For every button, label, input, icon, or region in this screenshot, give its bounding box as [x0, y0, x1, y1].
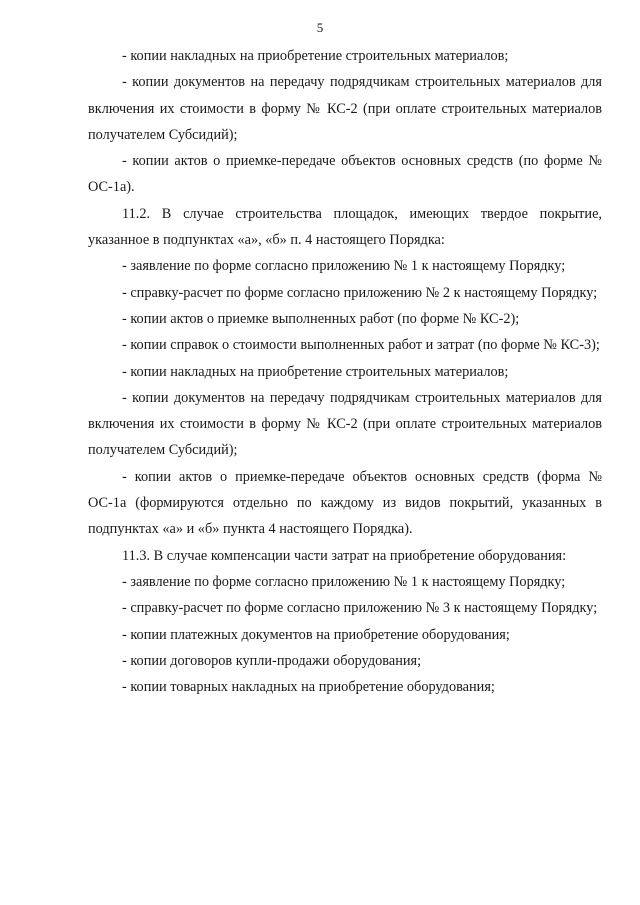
page-number: 5: [316, 20, 324, 35]
paragraph: - копии товарных накладных на приобретение оборудования;: [122, 679, 495, 696]
document-body: [88, 43, 602, 700]
paragraph: - копии накладных на приобретение строительных материалов;: [122, 363, 509, 380]
paragraph: - копии справок о стоимости выполненных работ и затрат (по форме № КС-3);: [122, 337, 600, 354]
paragraph: - копии платежных документов на приобретение оборудования;: [122, 626, 510, 643]
paragraph: - заявление по форме согласно приложению № 1 к настоящему Порядку;: [122, 573, 566, 590]
paragraph: - копии накладных на приобретение строительных материалов;: [122, 48, 509, 64]
paragraph: - копии актов о приемке-передаче объектов основных средств (по форме № ОС-1а).: [88, 153, 602, 196]
paragraph: - копии договоров купли-продажи оборудования;: [122, 652, 422, 669]
paragraph: - справку-расчет по форме согласно приложению № 2 к настоящему Порядку;: [122, 284, 598, 301]
paragraph: - копии актов о приемке выполненных работ (по форме № КС-2);: [122, 310, 520, 327]
paragraph: - справку-расчет по форме согласно приложению № 3 к настоящему Порядку;: [122, 600, 598, 617]
paragraph: - копии документов на передачу подрядчикам строительных материалов для включения их стоимости в форму № КС-2 (при оплате строительных материалов получателем Субсидий);: [88, 74, 602, 143]
paragraph: - заявление по форме согласно приложению № 1 к настоящему Порядку;: [122, 258, 566, 275]
paragraph: - копии документов на передачу подрядчикам строительных материалов для включения их стоимости в форму № КС-2 (при оплате строительных материалов получателем Субсидий);: [88, 389, 602, 459]
paragraph: - копии актов о приемке-передаче объектов основных средств (форма № ОС-1а (формируются отдельно по каждому из видов покрытий, указанных в подпунктах «а» и «б» пункта 4 настоящего Порядка).: [88, 468, 602, 538]
paragraph: 11.2. В случае строительства площадок, имеющих твердое покрытие, указанное в подпунктах «а», «б» п. 4 настоящего Порядка:: [88, 205, 602, 249]
paragraph: 11.3. В случае компенсации части затрат на приобретение оборудования:: [122, 547, 567, 564]
